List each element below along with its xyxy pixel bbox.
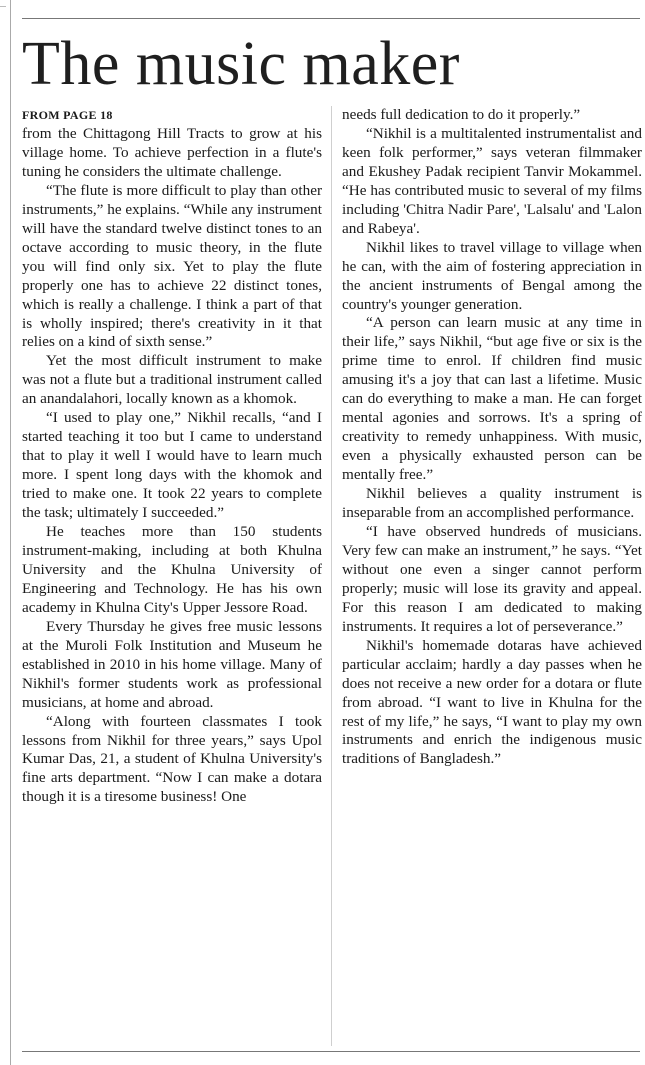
paragraph: “The flute is more difficult to play than other instruments,” he explains. “While any instrument will have the standard twelve distinct tones to an octave according to music theory, in the flute you will find only six. Yet to play the flute properly one has to achieve 22 distinct tones, which is really a challenge. I think a part of that is wholly inspired; there's creativity in it that relies on a kind of sixth sense.”	[22, 181, 322, 351]
column-divider	[331, 106, 332, 1046]
bottom-rule	[22, 1051, 640, 1052]
paragraph: from the Chittagong Hill Tracts to grow at his village home. To achieve perfection in a flute's tuning he considers the ultimate challenge.	[22, 125, 322, 180]
paragraph: “Along with fourteen classmates I took lessons from Nikhil for three years,” says Upol Kumar Das, 21, a student of Khulna University's fine arts department. “Now I can make a dotara though it is a tiresome business! One	[22, 712, 322, 806]
article-column-1	[22, 106, 322, 1046]
paragraph: Nikhil believes a quality instrument is inseparable from an accomplished performance.	[342, 485, 642, 522]
page-left-edge	[10, 0, 11, 1065]
paragraph: “A person can learn music at any time in their life,” says Nikhil, “but age five or six is the prime time to enrol. If children find music amusing it's a joy that can last a lifetime. Music can do everything to make a man. He can forget mental agonies and sorrows. It's a spring of creativity to remedy unhappiness. With music, even a physically exhausted person can be mentally free.”	[342, 314, 642, 484]
paragraph: needs full dedication to do it properly.”	[342, 106, 581, 123]
paragraph: “I used to play one,” Nikhil recalls, “and I started teaching it too but I came to understand that to play it well I would have to learn much more. I spent long days with the khomok and tried to make one. It took 22 years to complete the task; ultimately I succeeded.”	[22, 409, 322, 522]
paragraph: Yet the most difficult instrument to make was not a flute but a traditional instrument called an anandalahori, locally known as a khomok.	[22, 352, 322, 408]
paragraph: He teaches more than 150 students instrument-making, including at both Khulna University and the Khulna University of Engineering and Technology. He has his own academy in Khulna City's Upper Jessore Road.	[22, 523, 322, 616]
article-title: The music maker	[22, 30, 460, 98]
paragraph: Every Thursday he gives free music lessons at the Muroli Folk Institution and Museum he established in 2010 in his home village. Many of Nikhil's former students work as professional musicians, at home and abroad.	[22, 617, 322, 711]
crop-mark	[0, 0, 6, 7]
paragraph: Nikhil's homemade dotaras have achieved particular acclaim; hardly a day passes when he does not receive a new order for a dotara or flute from abroad. “I want to live in Khulna for the rest of my life,” he says, “I want to play my own instruments and enrich the indigenous music traditions of Bangladesh.”	[342, 636, 642, 768]
paragraph: Nikhil likes to travel village to village when he can, with the aim of fostering appreciation in the ancient instruments of Bengal among the country's younger generation.	[342, 238, 642, 313]
article-column-2	[342, 106, 642, 1046]
paragraph: “Nikhil is a multitalented instrumentalist and keen folk performer,” says veteran filmmaker and Ekushey Padak recipient Tanvir Mokammel. “He has contributed music to several of my films including 'Chitra Nadir Pare', 'Lalsalu' and 'Lalon and Rabeya'.	[342, 124, 642, 237]
jump-line: FROM PAGE 18	[22, 108, 113, 122]
paragraph: “I have observed hundreds of musicians. Very few can make an instrument,” he says. “Yet without one even a singer cannot perform properly; music will lose its gravity and appeal. For this reason I am dedicated to making instruments. It requires a lot of perseverance.”	[342, 522, 642, 635]
